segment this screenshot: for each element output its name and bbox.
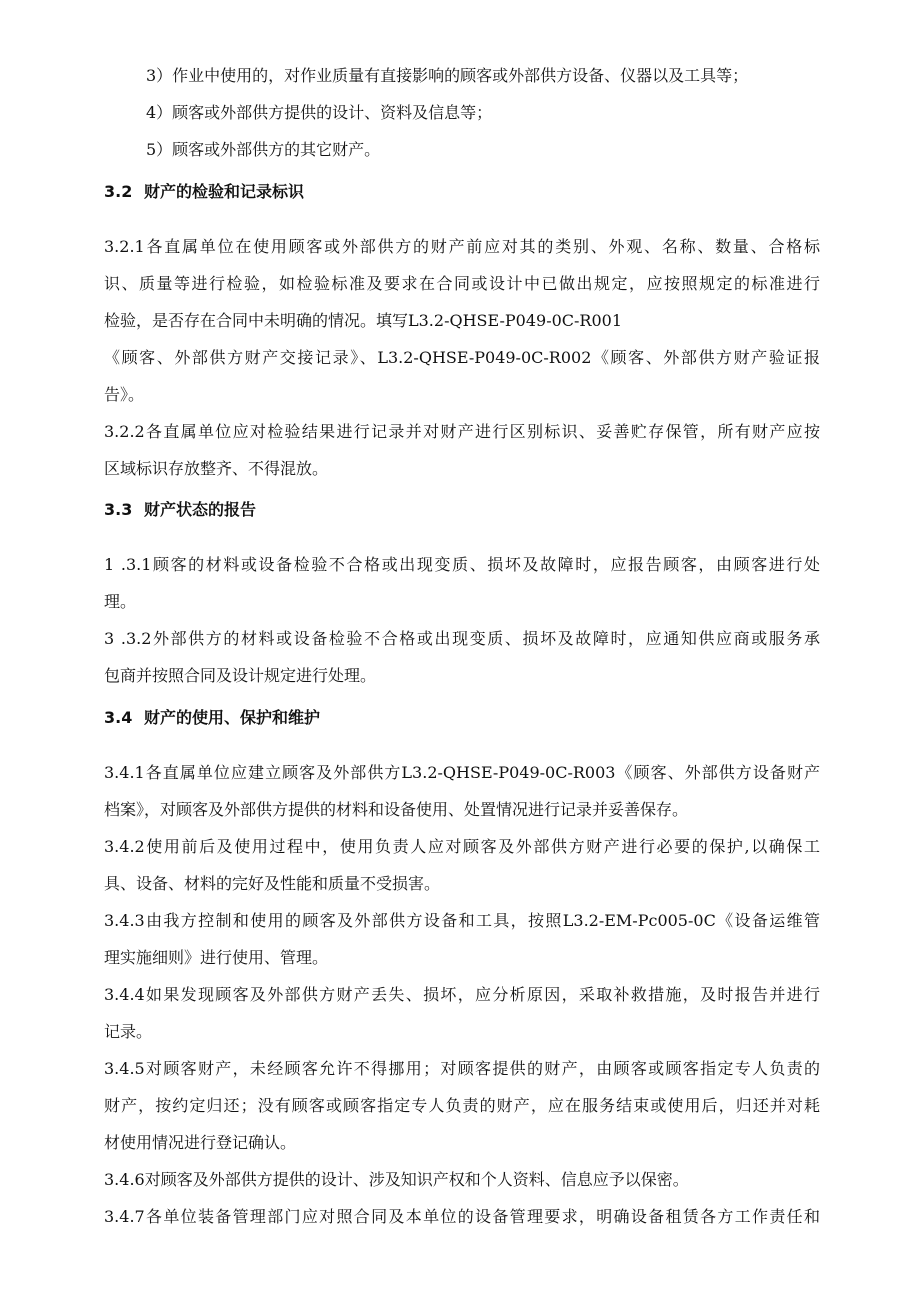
paragraph-line: 《顾客、外部供方财产交接记录》、L3.2-QHSE-P049-0C-R002《顾客、外部供方财产验证报 [104, 348, 820, 367]
section-title: 财产状态的报告 [144, 500, 257, 519]
paragraph-line: 告》。 [104, 385, 145, 404]
list-item: 3）作业中使用的，对作业质量有直接影响的顾客或外部供方设备、仪器以及工具等； [146, 66, 749, 85]
list-item: 4）顾客或外部供方提供的设计、资料及信息等； [146, 103, 493, 122]
paragraph-line: 财产，按约定归还；没有顾客或顾客指定专人负责的财产，应在服务结束或使用后，归还并对耗 [104, 1096, 820, 1115]
section-number: 3.3 [104, 500, 133, 519]
section-heading-3-4 [104, 708, 320, 728]
paragraph-line: 3.4.3由我方控制和使用的顾客及外部供方设备和工具，按照L3.2-EM-Pc005-0C《设备运维管 [104, 911, 820, 930]
paragraph-line: 3.4.1各直属单位应建立顾客及外部供方L3.2-QHSE-P049-0C-R003《顾客、外部供方设备财产 [104, 763, 820, 782]
section-number: 3.4 [104, 708, 133, 727]
section-title: 财产的检验和记录标识 [144, 182, 305, 201]
paragraph-line: 档案》，对顾客及外部供方提供的材料和设备使用、处置情况进行记录并妥善保存。 [104, 800, 689, 819]
paragraph-line: 3.4.6对顾客及外部供方提供的设计、涉及知识产权和个人资料、信息应予以保密。 [104, 1170, 689, 1189]
section-title: 财产的使用、保护和维护 [144, 708, 321, 727]
paragraph-line: 3.4.5对顾客财产，未经顾客允许不得挪用；对顾客提供的财产，由顾客或顾客指定专人负责的 [104, 1059, 820, 1078]
paragraph-line: 3 .3.2外部供方的材料或设备检验不合格或出现变质、损坏及故障时，应通知供应商或服务承 [104, 629, 820, 648]
paragraph-line: 3.4.7各单位装备管理部门应对照合同及本单位的设备管理要求，明确设备租赁各方工作责任和 [104, 1207, 820, 1226]
paragraph-line: 识、质量等进行检验，如检验标准及要求在合同或设计中已做出规定，应按照规定的标准进行 [104, 274, 820, 293]
section-heading-3-2 [104, 182, 304, 202]
paragraph-line: 3.4.2使用前后及使用过程中，使用负责人应对顾客及外部供方财产进行必要的保护,以确保工 [104, 837, 820, 856]
list-item: 5）顾客或外部供方的其它财产。 [146, 140, 381, 159]
paragraph-line: 记录。 [104, 1022, 153, 1041]
paragraph-line: 包商并按照合同及设计规定进行处理。 [104, 666, 377, 685]
section-heading-3-3 [104, 500, 256, 520]
paragraph-line: 3.4.4如果发现顾客及外部供方财产丢失、损坏，应分析原因，采取补救措施，及时报告并进行 [104, 985, 820, 1004]
paragraph-line: 材使用情况进行登记确认。 [104, 1133, 297, 1152]
paragraph-line: 3.2.1各直属单位在使用顾客或外部供方的财产前应对其的类别、外观、名称、数量、合格标 [104, 237, 820, 256]
paragraph-line: 具、设备、材料的完好及性能和质量不受损害。 [104, 874, 441, 893]
paragraph-line: 3.2.2各直属单位应对检验结果进行记录并对财产进行区别标识、妥善贮存保管，所有财产应按 [104, 422, 820, 441]
paragraph-line: 1 .3.1顾客的材料或设备检验不合格或出现变质、损坏及故障时，应报告顾客，由顾客进行处 [104, 555, 820, 574]
paragraph-line: 理实施细则》进行使用、管理。 [104, 948, 329, 967]
paragraph-line: 区域标识存放整齐、不得混放。 [104, 459, 329, 478]
paragraph-line: 理。 [104, 592, 137, 611]
section-number: 3.2 [104, 182, 133, 201]
paragraph-line: 检验，是否存在合同中未明确的情况。填写L3.2-QHSE-P049-0C-R001 [104, 311, 623, 330]
